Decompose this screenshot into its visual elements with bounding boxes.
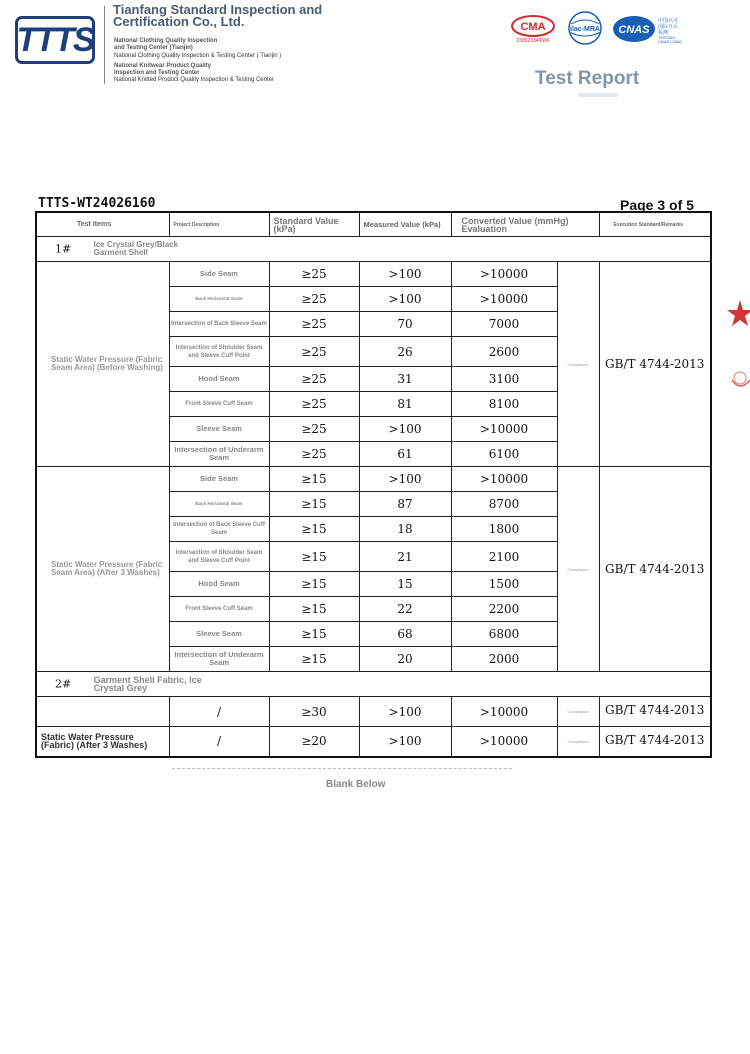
sample-name: Garment Shell Fabric, Ice Crystal Grey — [93, 675, 202, 693]
center-name-line: National Knitted Product Quality Inspection & Testing Center — [114, 77, 274, 83]
part-description: Side Seam — [169, 262, 269, 287]
table-row — [36, 727, 711, 757]
header-divider — [104, 6, 105, 84]
standard-value: ≥25 — [269, 337, 359, 367]
measured-value: 20 — [359, 647, 451, 672]
converted-value: >10000 — [451, 262, 557, 287]
sample-row — [36, 237, 711, 262]
header-converted-value: Converted Value (mmHg) Evaluation — [451, 212, 599, 237]
center-name-line: National Knitwear Product Quality — [114, 63, 212, 69]
measured-value: 26 — [359, 337, 451, 367]
measured-value: >100 — [359, 287, 451, 312]
converted-value: 7000 — [451, 312, 557, 337]
converted-value: 2100 — [451, 542, 557, 572]
converted-value: 8700 — [451, 492, 557, 517]
title-underline — [578, 93, 618, 97]
ilac-mra-logo — [563, 10, 607, 46]
cnas-cn-line: 中国认可 — [658, 18, 679, 24]
logo-text: TTTS — [16, 20, 94, 59]
table-row — [36, 467, 711, 492]
company-logo — [15, 16, 95, 64]
standard-value: ≥25 — [269, 442, 359, 467]
measured-value: >100 — [359, 467, 451, 492]
converted-value: 1800 — [451, 517, 557, 542]
standard-value: ≥25 — [269, 312, 359, 337]
converted-value: 1500 — [451, 572, 557, 597]
measured-value: 21 — [359, 542, 451, 572]
standard-value: ≥15 — [269, 622, 359, 647]
part-description: Intersection of Back Sleeve Seam — [169, 312, 269, 337]
center-name-line: Inspection and Testing Center — [114, 70, 200, 76]
measured-value: >100 — [359, 697, 451, 727]
measured-value: 15 — [359, 572, 451, 597]
measured-value: 68 — [359, 622, 451, 647]
blank-divider — [172, 768, 512, 769]
center-name-line: National Clothing Quality Inspection & Testing Center ( Tianjin ) — [114, 53, 282, 59]
header-execution-standard: Execution Standard/Remarks — [599, 212, 711, 237]
execution-standard: GB/T 4744-2013 — [599, 467, 711, 672]
header-project-description: Project Description — [169, 212, 269, 237]
cma-logo — [510, 14, 556, 44]
standard-value: ≥20 — [269, 727, 359, 757]
standard-value: ≥15 — [269, 597, 359, 622]
part-description: Sleeve Seam — [169, 622, 269, 647]
converted-value: 6100 — [451, 442, 557, 467]
standard-value: ≥25 — [269, 262, 359, 287]
sample-number: 2# — [55, 677, 72, 691]
measured-value: >100 — [359, 262, 451, 287]
execution-standard: GB/T 4744-2013 — [599, 727, 711, 757]
execution-standard: GB/T 4744-2013 — [599, 262, 711, 467]
sample-label — [36, 672, 711, 697]
standard-value: ≥25 — [269, 392, 359, 417]
test-item: Static Water Pressure (Fabric Seam Area) (Before Washing) — [36, 262, 169, 467]
execution-standard: GB/T 4744-2013 — [599, 697, 711, 727]
part-description: Front Sleeve Cuff Seam — [169, 392, 269, 417]
standard-value: ≥30 — [269, 697, 359, 727]
evaluation: Compliance — [557, 262, 599, 467]
evaluation: Compliance — [557, 697, 599, 727]
measured-value: >100 — [359, 727, 451, 757]
standard-value: ≥15 — [269, 572, 359, 597]
table-row — [36, 697, 711, 727]
part-description: Intersection of Underarm Seam — [169, 647, 269, 672]
part-description: Intersection of Shoulder Seam and Sleeve Cuff Point — [169, 337, 269, 367]
blank-below-note: Blank Below — [326, 779, 386, 790]
cnas-cn-line: 国际互认 — [658, 24, 679, 30]
converted-value: 2600 — [451, 337, 557, 367]
test-item: Static Water Pressure (Fabric) (After 3 Washes) — [36, 727, 169, 757]
converted-value: 8100 — [451, 392, 557, 417]
measured-value: 61 — [359, 442, 451, 467]
part-description: Hood Seam — [169, 572, 269, 597]
measured-value: >100 — [359, 417, 451, 442]
standard-value: ≥15 — [269, 467, 359, 492]
measured-value: 87 — [359, 492, 451, 517]
test-item: Static Water Pressure (Fabric Seam Area) (After 3 Washes) — [36, 467, 169, 672]
part-description: Hood Seam — [169, 367, 269, 392]
sample-name: Ice Crystal Grey/Black Garment Shell — [93, 240, 179, 257]
part-description: Side Seam — [169, 467, 269, 492]
part-description: Sleeve Seam — [169, 417, 269, 442]
company-name: Tianfang Standard Inspection and Certification Co., Ltd. — [113, 2, 323, 29]
cnas-logo — [612, 14, 696, 44]
measured-value: 22 — [359, 597, 451, 622]
standard-value: ≥15 — [269, 542, 359, 572]
test-item — [36, 697, 169, 727]
cma-number: 230023349666 — [516, 38, 550, 44]
evaluation: Compliance — [557, 467, 599, 672]
cnas-logo-text: CNAS — [618, 24, 650, 36]
measured-value: 70 — [359, 312, 451, 337]
part-description: Intersection of Back Sleeve Cuff Seam — [169, 517, 269, 542]
sample-number: 1# — [55, 242, 72, 256]
standard-value: ≥15 — [269, 517, 359, 542]
converted-value: >10000 — [451, 287, 557, 312]
part-description: / — [169, 727, 269, 757]
converted-value: >10000 — [451, 467, 557, 492]
converted-value: 2200 — [451, 597, 557, 622]
part-description: Back Horizontal Seam — [169, 287, 269, 312]
results-table — [35, 211, 712, 758]
standard-value: ≥15 — [269, 647, 359, 672]
converted-value: 2000 — [451, 647, 557, 672]
ilac-logo-text: ilac-MRA — [570, 26, 600, 33]
red-seal-stamp — [726, 248, 750, 408]
page-number: Page 3 of 5 — [620, 197, 694, 213]
converted-value: >10000 — [451, 417, 557, 442]
measured-value: 81 — [359, 392, 451, 417]
sample-label — [36, 237, 711, 262]
report-title: Test Report — [535, 68, 640, 89]
center-name-line: and Testing Center (Tianjin) — [114, 45, 193, 51]
cnas-cn-line: 检测 — [658, 30, 669, 36]
standard-value: ≥25 — [269, 287, 359, 312]
table-header-row — [36, 212, 711, 237]
part-description: Front Sleeve Cuff Seam — [169, 597, 269, 622]
sample-row — [36, 672, 711, 697]
part-description: Intersection of Underarm Seam — [169, 442, 269, 467]
part-description: Back Horizontal Seam — [169, 492, 269, 517]
measured-value: 31 — [359, 367, 451, 392]
standard-value: ≥25 — [269, 417, 359, 442]
center-name-line: National Clothing Quality Inspection — [114, 38, 218, 44]
report-number: TTTS-WT24026160 — [38, 196, 156, 211]
header-standard-value: Standard Value (kPa) — [269, 212, 359, 237]
measured-value: 18 — [359, 517, 451, 542]
table-row — [36, 262, 711, 287]
cma-logo-text: CMA — [520, 21, 546, 33]
part-description: Intersection of Shoulder Seam and Sleeve Cuff Point — [169, 542, 269, 572]
header-measured-value: Measured Value (kPa) — [359, 212, 451, 237]
cnas-sub-line: TESTING — [658, 35, 676, 40]
converted-value: 6800 — [451, 622, 557, 647]
header-test-items: Test Items — [36, 212, 169, 237]
standard-value: ≥15 — [269, 492, 359, 517]
converted-value: >10000 — [451, 727, 557, 757]
converted-value: >10000 — [451, 697, 557, 727]
evaluation: Compliance — [557, 727, 599, 757]
part-description: / — [169, 697, 269, 727]
converted-value: 3100 — [451, 367, 557, 392]
standard-value: ≥25 — [269, 367, 359, 392]
cnas-sub-line: CNAS L0606 — [658, 39, 682, 44]
